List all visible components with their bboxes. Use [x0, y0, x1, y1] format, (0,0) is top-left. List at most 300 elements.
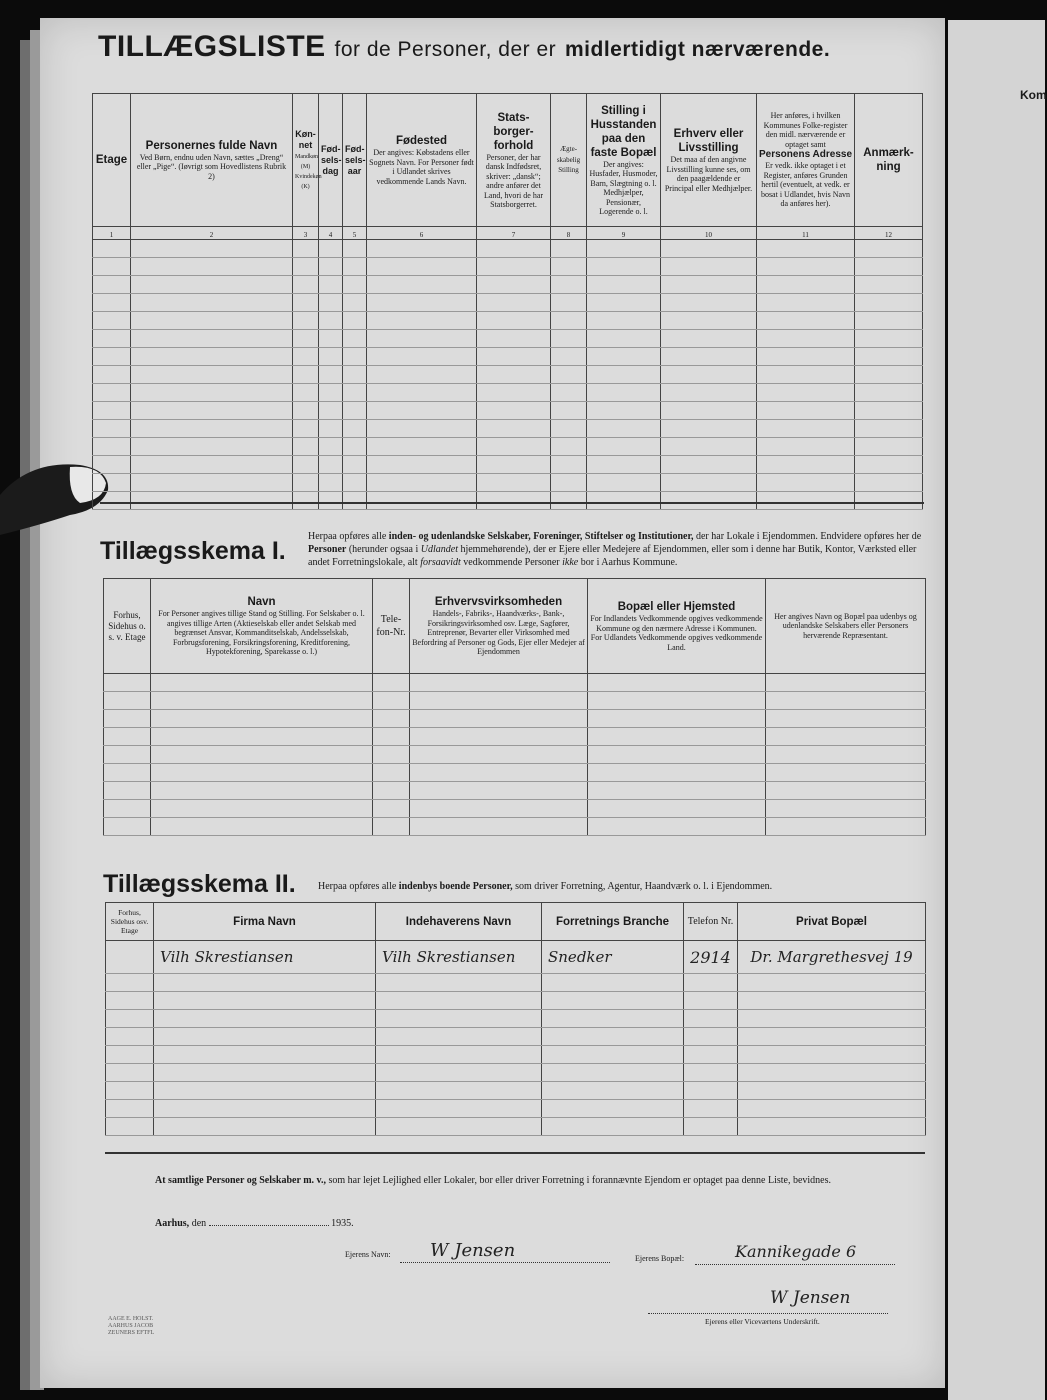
table-cell[interactable] [477, 366, 551, 384]
table-cell[interactable] [293, 240, 319, 258]
table-cell[interactable] [855, 240, 923, 258]
table-cell[interactable] [131, 492, 293, 510]
table-cell[interactable] [293, 294, 319, 312]
table-cell[interactable] [587, 402, 661, 420]
table-cell[interactable] [93, 276, 131, 294]
table-cell[interactable] [131, 240, 293, 258]
table-cell[interactable] [551, 330, 587, 348]
table-cell[interactable] [551, 492, 587, 510]
table-cell[interactable] [661, 330, 757, 348]
table-cell[interactable] [477, 240, 551, 258]
table-cell[interactable] [588, 800, 766, 818]
table-cell[interactable] [587, 258, 661, 276]
table-cell[interactable] [684, 1046, 738, 1064]
table-cell[interactable] [131, 330, 293, 348]
table-cell[interactable] [542, 1118, 684, 1136]
table-cell[interactable] [477, 312, 551, 330]
table-cell[interactable] [319, 276, 343, 294]
table-cell[interactable] [343, 348, 367, 366]
table-cell[interactable] [106, 1064, 154, 1082]
table-cell[interactable] [106, 1118, 154, 1136]
table-cell[interactable] [293, 366, 319, 384]
table-cell[interactable] [661, 348, 757, 366]
table-cell[interactable] [93, 438, 131, 456]
table-cell[interactable] [410, 710, 588, 728]
table-cell[interactable] [855, 492, 923, 510]
table-cell[interactable] [293, 258, 319, 276]
table-cell[interactable] [855, 384, 923, 402]
table-cell[interactable] [661, 258, 757, 276]
table-cell[interactable] [766, 746, 926, 764]
table-cell[interactable] [319, 366, 343, 384]
table-cell[interactable] [588, 692, 766, 710]
cell-telefon[interactable]: 2914 [684, 941, 738, 974]
table-cell[interactable] [477, 348, 551, 366]
table-cell[interactable] [343, 312, 367, 330]
table-cell[interactable] [93, 312, 131, 330]
table-cell[interactable] [661, 276, 757, 294]
table-cell[interactable] [551, 258, 587, 276]
table-cell[interactable] [154, 1046, 376, 1064]
table-cell[interactable] [684, 1028, 738, 1046]
table-cell[interactable] [477, 402, 551, 420]
table-cell[interactable] [477, 492, 551, 510]
table-cell[interactable] [343, 420, 367, 438]
table-cell[interactable] [376, 1118, 542, 1136]
table-cell[interactable] [343, 384, 367, 402]
table-cell[interactable] [367, 438, 477, 456]
table-cell[interactable] [551, 438, 587, 456]
table-cell[interactable] [131, 312, 293, 330]
table-cell[interactable] [367, 276, 477, 294]
table-cell[interactable] [542, 1064, 684, 1082]
table-cell[interactable] [551, 474, 587, 492]
table-cell[interactable] [661, 240, 757, 258]
table-cell[interactable] [367, 492, 477, 510]
table-cell[interactable] [93, 384, 131, 402]
table-cell[interactable] [293, 312, 319, 330]
table-cell[interactable] [587, 438, 661, 456]
table-cell[interactable] [93, 492, 131, 510]
table-cell[interactable] [587, 384, 661, 402]
table-cell[interactable] [684, 1010, 738, 1028]
table-cell[interactable] [376, 1028, 542, 1046]
table-cell[interactable] [373, 728, 410, 746]
table-cell[interactable] [154, 1118, 376, 1136]
table-cell[interactable] [93, 366, 131, 384]
table-cell[interactable] [131, 294, 293, 312]
table-cell[interactable] [373, 710, 410, 728]
table-cell[interactable] [93, 258, 131, 276]
table-cell[interactable] [151, 728, 373, 746]
table-cell[interactable] [757, 438, 855, 456]
table-cell[interactable] [738, 992, 926, 1010]
table-cell[interactable] [367, 402, 477, 420]
table-cell[interactable] [410, 782, 588, 800]
table-cell[interactable] [551, 402, 587, 420]
table-cell[interactable] [367, 312, 477, 330]
table-cell[interactable] [757, 366, 855, 384]
table-cell[interactable] [367, 420, 477, 438]
table-cell[interactable] [367, 258, 477, 276]
table-cell[interactable] [154, 1082, 376, 1100]
table-cell[interactable] [367, 348, 477, 366]
table-cell[interactable] [542, 974, 684, 992]
table-cell[interactable] [410, 800, 588, 818]
table-cell[interactable] [410, 674, 588, 692]
table-cell[interactable] [319, 294, 343, 312]
table-cell[interactable] [588, 746, 766, 764]
table-cell[interactable] [757, 312, 855, 330]
table-cell[interactable] [410, 746, 588, 764]
table-cell[interactable] [93, 294, 131, 312]
table-cell[interactable] [661, 402, 757, 420]
table-cell[interactable] [343, 330, 367, 348]
table-cell[interactable] [104, 800, 151, 818]
table-cell[interactable] [293, 348, 319, 366]
table-cell[interactable] [151, 692, 373, 710]
table-cell[interactable] [93, 456, 131, 474]
table-cell[interactable] [766, 764, 926, 782]
date-field[interactable] [209, 1225, 329, 1226]
table-cell[interactable] [106, 1010, 154, 1028]
table-cell[interactable] [154, 992, 376, 1010]
table-cell[interactable] [131, 474, 293, 492]
table-cell[interactable] [855, 420, 923, 438]
table-cell[interactable] [587, 474, 661, 492]
table-cell[interactable] [151, 710, 373, 728]
table-cell[interactable] [151, 782, 373, 800]
cell-branche[interactable]: Snedker [542, 941, 684, 974]
table-cell[interactable] [410, 728, 588, 746]
table-cell[interactable] [319, 348, 343, 366]
table-cell[interactable] [587, 456, 661, 474]
table-cell[interactable] [410, 764, 588, 782]
table-cell[interactable] [376, 1082, 542, 1100]
table-cell[interactable] [131, 456, 293, 474]
table-cell[interactable] [587, 348, 661, 366]
table-cell[interactable] [373, 818, 410, 836]
table-cell[interactable] [684, 1082, 738, 1100]
table-cell[interactable] [477, 438, 551, 456]
table-cell[interactable] [319, 474, 343, 492]
table-cell[interactable] [738, 1082, 926, 1100]
table-cell[interactable] [319, 384, 343, 402]
table-cell[interactable] [293, 402, 319, 420]
table-cell[interactable] [738, 974, 926, 992]
table-cell[interactable] [106, 992, 154, 1010]
table-cell[interactable] [343, 474, 367, 492]
table-cell[interactable] [293, 438, 319, 456]
table-cell[interactable] [757, 258, 855, 276]
table-cell[interactable] [477, 258, 551, 276]
table-cell[interactable] [587, 492, 661, 510]
table-cell[interactable] [151, 746, 373, 764]
table-cell[interactable] [367, 474, 477, 492]
table-cell[interactable] [104, 674, 151, 692]
table-cell[interactable] [93, 330, 131, 348]
table-cell[interactable] [154, 1010, 376, 1028]
table-cell[interactable] [293, 276, 319, 294]
table-cell[interactable] [587, 312, 661, 330]
table-cell[interactable] [855, 366, 923, 384]
table-cell[interactable] [367, 456, 477, 474]
table-cell[interactable] [855, 402, 923, 420]
table-cell[interactable] [131, 366, 293, 384]
table-cell[interactable] [766, 710, 926, 728]
table-cell[interactable] [319, 492, 343, 510]
table-cell[interactable] [106, 1100, 154, 1118]
table-cell[interactable] [343, 240, 367, 258]
table-cell[interactable] [542, 1082, 684, 1100]
table-cell[interactable] [542, 1100, 684, 1118]
table-cell[interactable] [661, 492, 757, 510]
cell-privat-bopael[interactable]: Dr. Margrethesvej 19 [738, 941, 926, 974]
table-cell[interactable] [551, 384, 587, 402]
table-cell[interactable] [319, 438, 343, 456]
table-cell[interactable] [855, 438, 923, 456]
table-cell[interactable] [319, 330, 343, 348]
table-cell[interactable] [587, 240, 661, 258]
table-cell[interactable] [855, 276, 923, 294]
table-cell[interactable] [293, 474, 319, 492]
table-cell[interactable] [376, 1046, 542, 1064]
table-cell[interactable] [766, 674, 926, 692]
table-cell[interactable] [343, 294, 367, 312]
table-cell[interactable] [319, 456, 343, 474]
table-cell[interactable] [542, 1046, 684, 1064]
table-cell[interactable] [587, 330, 661, 348]
table-cell[interactable] [661, 294, 757, 312]
table-cell[interactable] [855, 348, 923, 366]
table-cell[interactable] [757, 492, 855, 510]
table-cell[interactable] [410, 692, 588, 710]
table-cell[interactable] [757, 384, 855, 402]
table-cell[interactable] [106, 1082, 154, 1100]
table-cell[interactable] [319, 420, 343, 438]
table-cell[interactable] [367, 384, 477, 402]
table-cell[interactable] [319, 240, 343, 258]
table-cell[interactable] [661, 474, 757, 492]
table-cell[interactable] [766, 782, 926, 800]
table-cell[interactable] [151, 674, 373, 692]
table-cell[interactable] [343, 456, 367, 474]
table-cell[interactable] [319, 258, 343, 276]
table-cell[interactable] [131, 438, 293, 456]
table-cell[interactable] [93, 240, 131, 258]
table-cell[interactable] [104, 746, 151, 764]
cell-etage[interactable] [106, 941, 154, 974]
table-cell[interactable] [757, 348, 855, 366]
table-cell[interactable] [477, 420, 551, 438]
ejer-navn-value[interactable]: W Jensen [430, 1240, 516, 1261]
table-cell[interactable] [661, 384, 757, 402]
table-cell[interactable] [319, 312, 343, 330]
table-cell[interactable] [757, 456, 855, 474]
table-cell[interactable] [367, 294, 477, 312]
table-cell[interactable] [542, 1028, 684, 1046]
table-cell[interactable] [738, 1100, 926, 1118]
table-cell[interactable] [684, 1118, 738, 1136]
table-cell[interactable] [855, 474, 923, 492]
table-cell[interactable] [106, 1028, 154, 1046]
table-cell[interactable] [661, 456, 757, 474]
table-cell[interactable] [410, 818, 588, 836]
table-cell[interactable] [154, 974, 376, 992]
table-cell[interactable] [684, 974, 738, 992]
table-cell[interactable] [373, 746, 410, 764]
table-cell[interactable] [154, 1028, 376, 1046]
table-cell[interactable] [551, 456, 587, 474]
table-cell[interactable] [293, 420, 319, 438]
table-cell[interactable] [551, 312, 587, 330]
table-cell[interactable] [477, 456, 551, 474]
table-cell[interactable] [151, 764, 373, 782]
table-cell[interactable] [373, 764, 410, 782]
table-cell[interactable] [376, 974, 542, 992]
col-num: 10 [661, 227, 757, 240]
table-cell[interactable] [367, 366, 477, 384]
table-cell[interactable] [151, 800, 373, 818]
table-cell[interactable] [588, 728, 766, 746]
table-cell[interactable] [551, 366, 587, 384]
table-cell[interactable] [766, 800, 926, 818]
table-cell[interactable] [738, 1064, 926, 1082]
table-cell[interactable] [106, 974, 154, 992]
ejer-bopael-value[interactable]: Kannikegade 6 [735, 1242, 857, 1261]
table-cell[interactable] [587, 366, 661, 384]
table-cell[interactable] [376, 1100, 542, 1118]
table-cell[interactable] [93, 402, 131, 420]
table-cell[interactable] [661, 366, 757, 384]
table-cell[interactable] [738, 1028, 926, 1046]
table-cell[interactable] [477, 276, 551, 294]
table-cell[interactable] [477, 474, 551, 492]
table-cell[interactable] [376, 1064, 542, 1082]
table-cell[interactable] [104, 728, 151, 746]
table-cell[interactable] [376, 1010, 542, 1028]
table-cell[interactable] [106, 1046, 154, 1064]
table-cell[interactable] [293, 456, 319, 474]
table-cell[interactable] [367, 240, 477, 258]
table-cell[interactable] [154, 1064, 376, 1082]
table-cell[interactable] [131, 402, 293, 420]
table-cell[interactable] [757, 294, 855, 312]
table-cell[interactable] [373, 692, 410, 710]
table-cell[interactable] [104, 818, 151, 836]
table-cell[interactable] [343, 402, 367, 420]
table-cell[interactable] [587, 420, 661, 438]
table-cell[interactable] [587, 276, 661, 294]
table-cell[interactable] [855, 258, 923, 276]
table-cell[interactable] [319, 402, 343, 420]
table-cell[interactable] [757, 240, 855, 258]
table-cell[interactable] [373, 800, 410, 818]
table-cell[interactable] [757, 402, 855, 420]
table-cell[interactable] [131, 258, 293, 276]
table-cell[interactable] [131, 384, 293, 402]
table-cell[interactable] [855, 312, 923, 330]
table-cell[interactable] [855, 456, 923, 474]
table-cell[interactable] [293, 330, 319, 348]
table-cell[interactable] [104, 764, 151, 782]
table-cell[interactable] [551, 240, 587, 258]
table-cell[interactable] [343, 276, 367, 294]
table-cell[interactable] [477, 384, 551, 402]
table-cell[interactable] [376, 992, 542, 1010]
table-cell[interactable] [684, 992, 738, 1010]
cell-firma[interactable]: Vilh Skrestiansen [154, 941, 376, 974]
table-cell[interactable] [661, 312, 757, 330]
table-cell[interactable] [104, 710, 151, 728]
table-cell[interactable] [131, 348, 293, 366]
table-cell[interactable] [542, 992, 684, 1010]
table-cell[interactable] [367, 330, 477, 348]
table-cell[interactable] [766, 818, 926, 836]
table-cell[interactable] [104, 782, 151, 800]
table-cell[interactable] [588, 818, 766, 836]
table-cell[interactable] [151, 818, 373, 836]
table-cell[interactable] [684, 1100, 738, 1118]
table-cell[interactable] [757, 474, 855, 492]
table-cell[interactable] [131, 276, 293, 294]
table-cell[interactable] [757, 420, 855, 438]
table-cell[interactable] [551, 294, 587, 312]
table-cell[interactable] [766, 692, 926, 710]
table-cell[interactable] [738, 1010, 926, 1028]
table-cell[interactable] [766, 728, 926, 746]
table-cell[interactable] [551, 420, 587, 438]
table-cell[interactable] [587, 294, 661, 312]
table-cell[interactable] [477, 294, 551, 312]
table-cell[interactable] [477, 330, 551, 348]
table-cell[interactable] [93, 474, 131, 492]
table-cell[interactable] [738, 1118, 926, 1136]
table-cell[interactable] [588, 674, 766, 692]
table-cell[interactable] [343, 258, 367, 276]
table-cell[interactable] [93, 348, 131, 366]
table-cell[interactable] [542, 1010, 684, 1028]
table-cell[interactable] [684, 1064, 738, 1082]
table-cell[interactable] [343, 438, 367, 456]
table-cell[interactable] [738, 1046, 926, 1064]
table-cell[interactable] [551, 276, 587, 294]
table-cell[interactable] [661, 420, 757, 438]
table-cell[interactable] [343, 366, 367, 384]
table-cell[interactable] [131, 420, 293, 438]
table-cell[interactable] [373, 674, 410, 692]
table-cell[interactable] [104, 692, 151, 710]
table-cell[interactable] [293, 492, 319, 510]
table-cell[interactable] [855, 294, 923, 312]
col-statsborger: Stats-borger-forhold Personer, der har dansk Indfødsret, skriver: „dansk“; andre anfører det Land, hvori de har Statsborgerret. [477, 94, 551, 227]
signature[interactable]: W Jensen [770, 1288, 851, 1308]
table-cell[interactable] [293, 384, 319, 402]
table-cell[interactable] [661, 438, 757, 456]
table-cell[interactable] [855, 330, 923, 348]
table-cell[interactable] [154, 1100, 376, 1118]
table-cell[interactable] [551, 348, 587, 366]
table-cell[interactable] [588, 710, 766, 728]
table-cell[interactable] [93, 420, 131, 438]
table-cell[interactable] [757, 330, 855, 348]
table-cell[interactable] [343, 492, 367, 510]
table-cell[interactable] [757, 276, 855, 294]
table-cell[interactable] [588, 782, 766, 800]
table-cell[interactable] [588, 764, 766, 782]
table-cell[interactable] [373, 782, 410, 800]
cell-indehaver[interactable]: Vilh Skrestiansen [376, 941, 542, 974]
